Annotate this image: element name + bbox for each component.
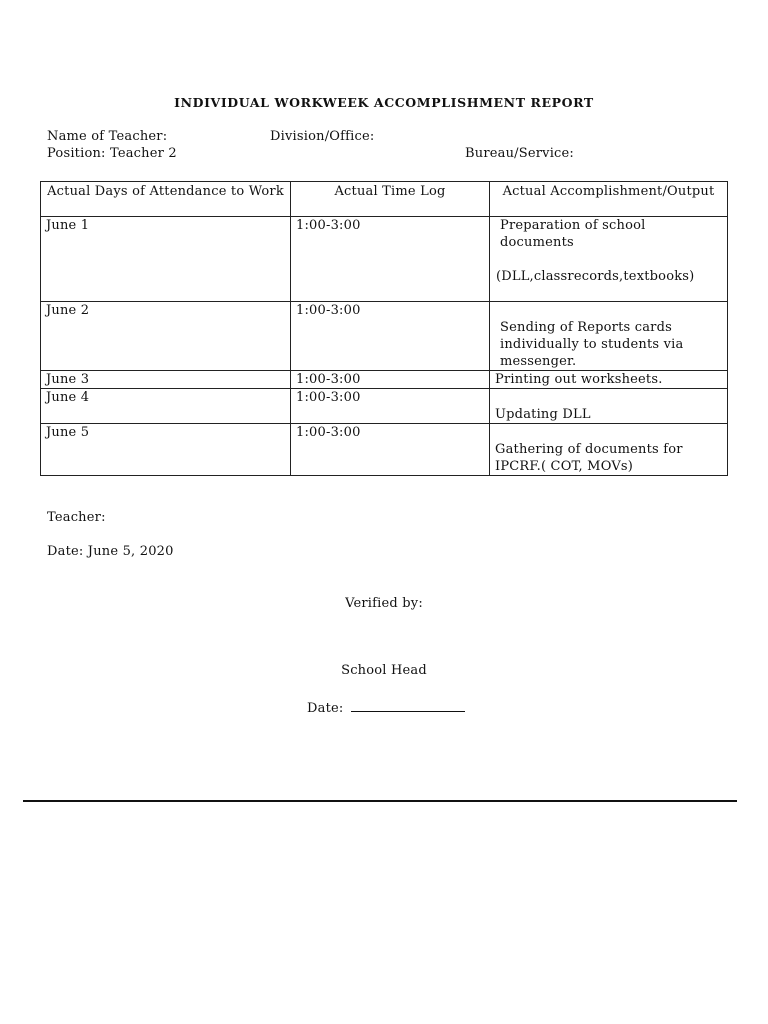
accomplishment-cell bbox=[490, 217, 728, 302]
verified-by-label: Verified by: bbox=[345, 596, 423, 611]
division-office-label: Division/Office: bbox=[270, 129, 375, 144]
accomplishment-detail: (DLL,classrecords,textbooks) bbox=[496, 269, 695, 284]
accomplishment-cell bbox=[490, 302, 728, 371]
day-cell: June 5 bbox=[41, 424, 291, 476]
accomplishment-text: Sending of Reports cards individually to students via messenger. bbox=[500, 320, 684, 369]
accomplishment-cell bbox=[490, 424, 728, 476]
day-cell: June 3 bbox=[41, 371, 291, 389]
accomplishment-cell bbox=[490, 389, 728, 424]
day-cell: June 2 bbox=[41, 302, 291, 371]
accomplishment-text: Updating DLL bbox=[495, 407, 591, 422]
time-cell: 1:00-3:00 bbox=[291, 217, 490, 302]
table-row bbox=[41, 302, 728, 371]
school-head-label: School Head bbox=[341, 663, 427, 678]
table-header-row bbox=[41, 182, 728, 217]
column-header-days: Actual Days of Attendance to Work bbox=[41, 182, 291, 217]
teacher-label: Teacher: bbox=[47, 510, 106, 525]
accomplishment-table bbox=[40, 181, 728, 476]
accomplishment-text: Gathering of documents for IPCRF.( COT, MOVs) bbox=[495, 442, 683, 474]
day-cell: June 1 bbox=[41, 217, 291, 302]
time-cell: 1:00-3:00 bbox=[291, 302, 490, 371]
accomplishment-cell: Printing out worksheets. bbox=[490, 371, 728, 389]
signature-date-field bbox=[307, 698, 465, 716]
report-title: INDIVIDUAL WORKWEEK ACCOMPLISHMENT REPORT bbox=[174, 95, 594, 110]
bureau-service-label: Bureau/Service: bbox=[465, 146, 575, 161]
day-cell: June 4 bbox=[41, 389, 291, 424]
date-blank-line bbox=[351, 698, 465, 712]
position-label: Position: Teacher 2 bbox=[47, 146, 177, 161]
table-row bbox=[41, 389, 728, 424]
report-date: Date: June 5, 2020 bbox=[47, 544, 174, 559]
column-header-time-log: Actual Time Log bbox=[291, 182, 490, 217]
table-row bbox=[41, 371, 728, 389]
page-divider bbox=[23, 800, 737, 802]
time-cell: 1:00-3:00 bbox=[291, 371, 490, 389]
time-cell: 1:00-3:00 bbox=[291, 424, 490, 476]
table-row bbox=[41, 217, 728, 302]
teacher-name-label: Name of Teacher: bbox=[47, 129, 168, 144]
column-header-accomplishment: Actual Accomplishment/Output bbox=[490, 182, 728, 217]
accomplishment-text: Preparation of school documents bbox=[500, 218, 646, 250]
time-cell: 1:00-3:00 bbox=[291, 389, 490, 424]
date-label: Date: bbox=[307, 701, 344, 716]
table-row bbox=[41, 424, 728, 476]
